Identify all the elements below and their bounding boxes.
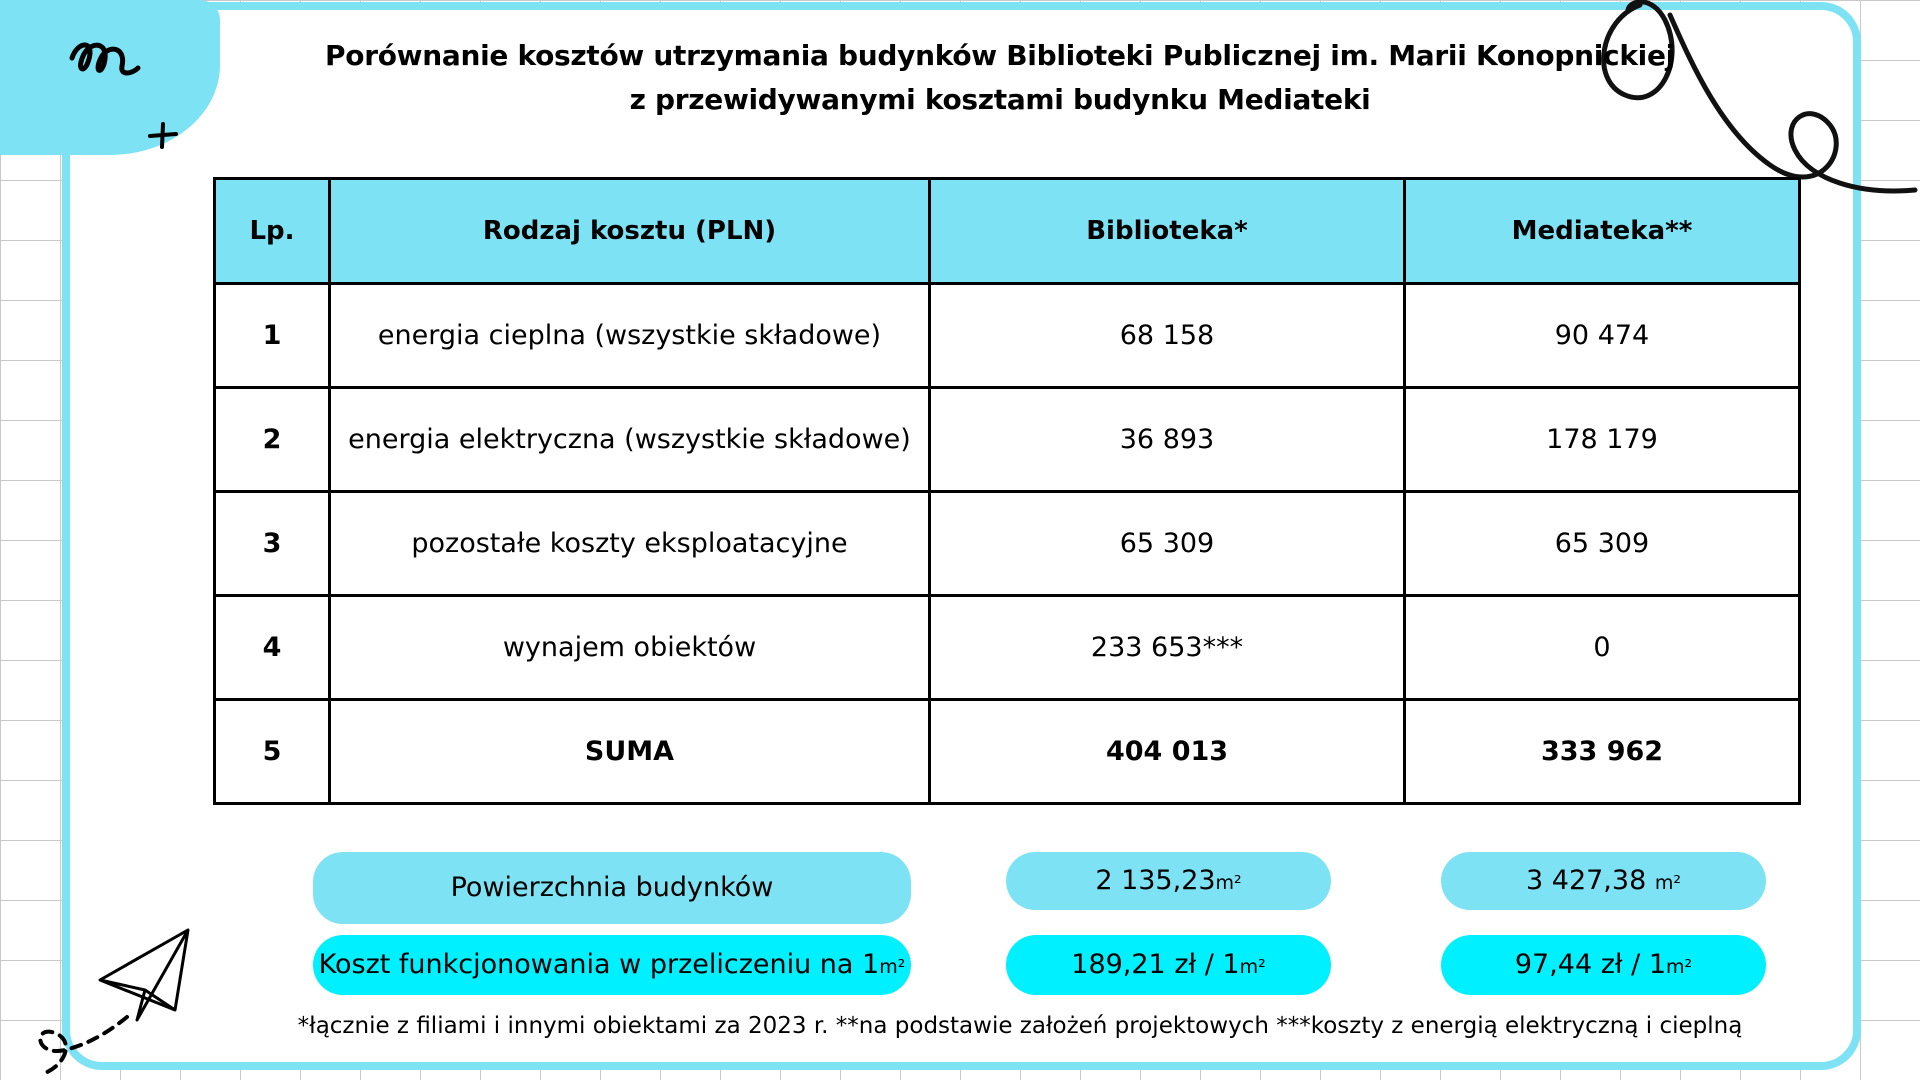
row-number: 4	[215, 596, 330, 700]
title-line-2: z przewidywanymi kosztami budynku Mediateki	[629, 83, 1371, 116]
row-number: 3	[215, 492, 330, 596]
row-number: 2	[215, 388, 330, 492]
table-row	[215, 596, 1800, 700]
plus-doodle-icon	[146, 120, 180, 150]
cost-type-cell: pozostałe koszty eksploatacyjne	[330, 492, 930, 596]
mediateka-cell: 0	[1405, 596, 1800, 700]
row-number: 1	[215, 284, 330, 388]
cost-per-m2-mediateka-pill	[1441, 935, 1766, 995]
table-row	[215, 388, 1800, 492]
cost-type-cell: energia cieplna (wszystkie składowe)	[330, 284, 930, 388]
biblioteka-cell: 233 653***	[930, 596, 1405, 700]
area-biblioteka-value: 2 135,23	[1095, 865, 1216, 896]
area-biblioteka-pill	[1006, 852, 1331, 910]
header-mediateka: Mediateka**	[1405, 179, 1800, 284]
header-cost-type: Rodzaj kosztu (PLN)	[330, 179, 930, 284]
mediateka-sum-cell: 333 962	[1405, 700, 1800, 804]
cost-per-m2-biblioteka-value: 189,21 zł / 1	[1071, 949, 1240, 980]
area-mediateka-pill	[1441, 852, 1766, 910]
cost-type-cell: energia elektryczna (wszystkie składowe)	[330, 388, 930, 492]
biblioteka-cell: 65 309	[930, 492, 1405, 596]
biblioteka-cell: 68 158	[930, 284, 1405, 388]
curl-doodle-icon	[66, 30, 146, 85]
table-row	[215, 284, 1800, 388]
cost-per-m2-label-unit: m²	[879, 956, 906, 978]
header-biblioteka: Biblioteka*	[930, 179, 1405, 284]
row-number: 5	[215, 700, 330, 804]
cost-per-m2-unit: m²	[1239, 956, 1266, 978]
footnote: *łącznie z filiami i innymi obiektami za 2023 r. **na podstawie założeń projektowych ***koszty z energią elektryczną i cieplną	[297, 1013, 1743, 1039]
cost-per-m2-unit: m²	[1666, 956, 1693, 978]
table-header-row	[215, 179, 1800, 284]
cost-per-m2-label-pill	[313, 935, 911, 995]
cost-per-m2-biblioteka-pill	[1006, 935, 1331, 995]
area-unit: m²	[1654, 872, 1681, 894]
biblioteka-cell: 36 893	[930, 388, 1405, 492]
title-line-1: Porównanie kosztów utrzymania budynków Biblioteki Publicznej im. Marii Konopnickiej	[325, 39, 1675, 72]
area-mediateka-value: 3 427,38	[1526, 865, 1647, 896]
paper-plane-icon	[15, 925, 195, 1080]
area-unit: m²	[1215, 872, 1242, 894]
cost-per-m2-label: Koszt funkcjonowania w przeliczeniu na 1	[318, 949, 880, 980]
area-label: Powierzchnia budynków	[450, 872, 774, 903]
table-row	[215, 492, 1800, 596]
cost-type-cell: wynajem obiektów	[330, 596, 930, 700]
cost-per-m2-mediateka-value: 97,44 zł / 1	[1514, 949, 1667, 980]
cost-type-cell: SUMA	[330, 700, 930, 804]
biblioteka-sum-cell: 404 013	[930, 700, 1405, 804]
mediateka-cell: 90 474	[1405, 284, 1800, 388]
table-row-sum	[215, 700, 1800, 804]
area-label-pill	[313, 852, 911, 924]
page-title	[200, 34, 1800, 122]
header-lp: Lp.	[215, 179, 330, 284]
mediateka-cell: 65 309	[1405, 492, 1800, 596]
cost-comparison-table	[213, 177, 1801, 805]
mediateka-cell: 178 179	[1405, 388, 1800, 492]
